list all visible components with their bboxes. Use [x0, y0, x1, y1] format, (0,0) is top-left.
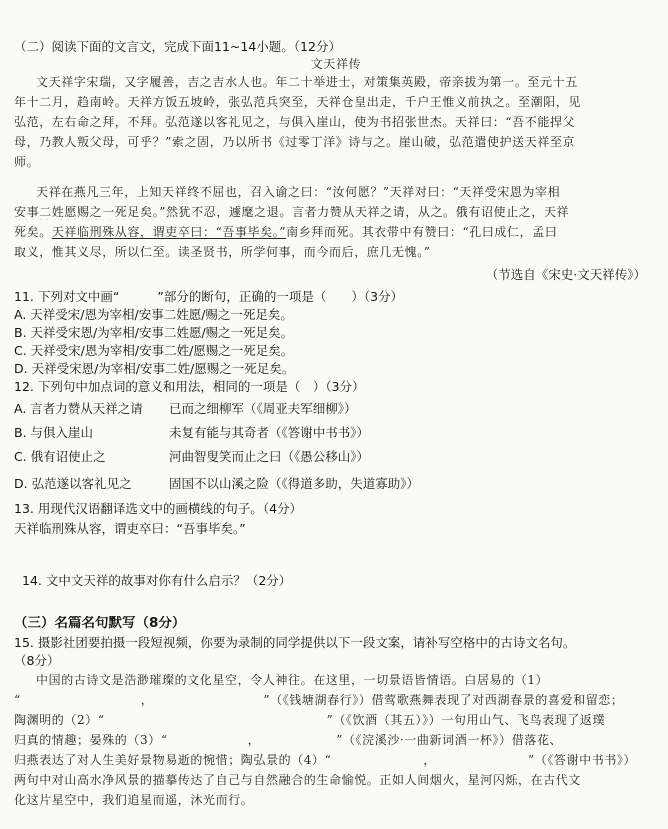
q15-passage-line: 中国的古诗文是浩渺璀璨的文化星空，令人神往。在这里，一切景语皆情语。白居易的（1）	[36, 674, 549, 687]
underlined-sentence: 天祥临刑殊从容，谓吏卒曰：“吾事毕矣。”	[51, 226, 287, 239]
q11-stem: 11. 下列对文中画“ ”部分的断句，正确的一项是（ ）（3分）	[14, 290, 404, 304]
q11-option-c: C. 天祥受宋/恩为宰相/安事二姓/愿赐之一死足矣。	[14, 344, 294, 358]
q13-sentence: 天祥临刑殊从容，谓吏卒曰：“吾事毕矣。”	[14, 522, 246, 536]
answer-blank-3a[interactable]	[168, 734, 248, 748]
q15-passage-line: 归真的情趣；晏殊的（3）“ ， ”（《浣溪沙·一曲新词酒一杯》）借落花、	[14, 734, 563, 747]
q12-stem: 12. 下列句中加点词的意义和用法，相同的一项是（ ）（3分）	[14, 380, 365, 394]
q12-option-b: B. 与俱入崖山 未复有能与其奇者（《答谢中书书》）	[14, 426, 370, 440]
q15-passage-line: 陶渊明的（2）“ ”（《饮酒（其五）》）一句用山气、飞鸟表现了返璞	[14, 714, 606, 727]
q12-option-c: C. 俄有诏使止之 河曲智叟笑而止之曰（《愚公移山》）	[14, 450, 370, 464]
text-title: 文天祥传	[310, 58, 362, 71]
q14-stem: 14. 文中文天祥的故事对你有什么启示？（2分）	[22, 574, 292, 588]
wavy-underlined-text: 天祥受宋恩为宰相	[459, 186, 561, 199]
section3-title: （三）名篇名句默写（8分）	[14, 616, 186, 631]
answer-blank-3b[interactable]	[260, 734, 336, 748]
q15-passage-line: 化这片星空中，我们追星而遥，沐光而行。	[14, 794, 254, 807]
answer-blank-1a[interactable]	[21, 694, 141, 708]
section2-title: （二）阅读下面的文言文，完成下面11~14小题。（12分）	[14, 40, 341, 54]
passage-line: 取义，惟其义尽，所以仁至。读圣贤书，所学何事，而今而后，庶几无愧。”	[14, 246, 431, 259]
answer-blank-4b[interactable]	[436, 754, 528, 768]
q15-passage-line: 归燕表达了对人生美好景物易逝的惋惜；陶弘景的（4）“ ， ”（《答谢中书书》）	[14, 754, 637, 767]
q11-option-d: D. 天祥受宋恩/为宰相/安事二姓/愿赐之一死足矣。	[14, 362, 295, 376]
q11-option-b: B. 天祥受宋恩/为宰相/安事二姓愿/赐之一死足矣。	[14, 326, 294, 340]
passage-line: 师。	[14, 156, 40, 169]
q15-passage-line: “ ， ”（《钱塘湖春行》）借莺歌燕舞表现了对西湖春景的喜爱和留恋；	[14, 694, 624, 707]
q11-option-a: A. 天祥受宋/恩为宰相/安事二姓愿/赐之一死足矣。	[14, 308, 293, 322]
passage-line: 文天祥字宋瑞，又字履善，吉之吉水人也。年二十举进士，对策集英殿，帝亲拔为第一。至元十五	[36, 76, 578, 89]
passage-line: 弘范，左右命之拜，不拜。弘范遂以客礼见之，与俱入崖山，使为书招张世杰。天祥曰：“吾不能捍父	[14, 116, 576, 129]
q12-option-a: A. 言者力赞从天祥之请 已而之细柳军（《周亚夫军细柳》）	[14, 402, 357, 416]
wavy-underlined-text: 安事二姓愿赐之一死足矣	[14, 206, 153, 219]
passage-line: 母，乃教人叛父母，可乎？”索之固，乃以所书《过零丁洋》诗与之。崖山破，弘范遣使护送天祥至京	[14, 136, 576, 149]
q13-stem: 13. 用现代汉语翻译选文中的画横线的句子。（4分）	[14, 502, 303, 516]
passage-line: 年十二月，趋南岭。天祥方饭五坡岭，张弘范兵突至，天祥仓皇出走，千户王惟义前执之。至潮阳，见	[14, 96, 582, 109]
answer-blank-2[interactable]	[105, 714, 327, 728]
passage-line: 死矣。天祥临刑殊从容，谓吏卒曰：“吾事毕矣。”南乡拜而死。其衣带中有赞曰：“孔曰成仁，孟曰	[14, 226, 558, 239]
q15-points: （8分）	[14, 654, 60, 668]
q12-option-d: D. 弘范遂以客礼见之 固国不以山溪之险（《得道多助，失道寡助》）	[14, 477, 420, 491]
passage-line: 天祥在燕凡三年，上知天祥终不屈也，召入谕之曰：“汝何愿？”天祥对曰：“天祥受宋恩为宰相	[36, 186, 561, 199]
answer-blank-1b[interactable]	[153, 694, 263, 708]
q15-stem: 15. 摄影社团要拍摄一段短视频，你要为录制的同学提供以下一段文案，请补写空格中的古诗文名句。	[14, 636, 576, 650]
q15-passage-line: 两句中对山高水净风景的描摹传达了自己与自然融合的生命愉悦。正如人间烟火，星河闪烁，在古代文	[14, 774, 582, 787]
passage-line: 安事二姓愿赐之一死足矣。”然犹不忍，遽麾之退。言者力赞从天祥之请，从之。俄有诏使止之，天祥	[14, 206, 570, 219]
source-citation: （节选自《宋史·文天祥传》）	[485, 268, 646, 282]
answer-blank-4a[interactable]	[331, 754, 423, 768]
